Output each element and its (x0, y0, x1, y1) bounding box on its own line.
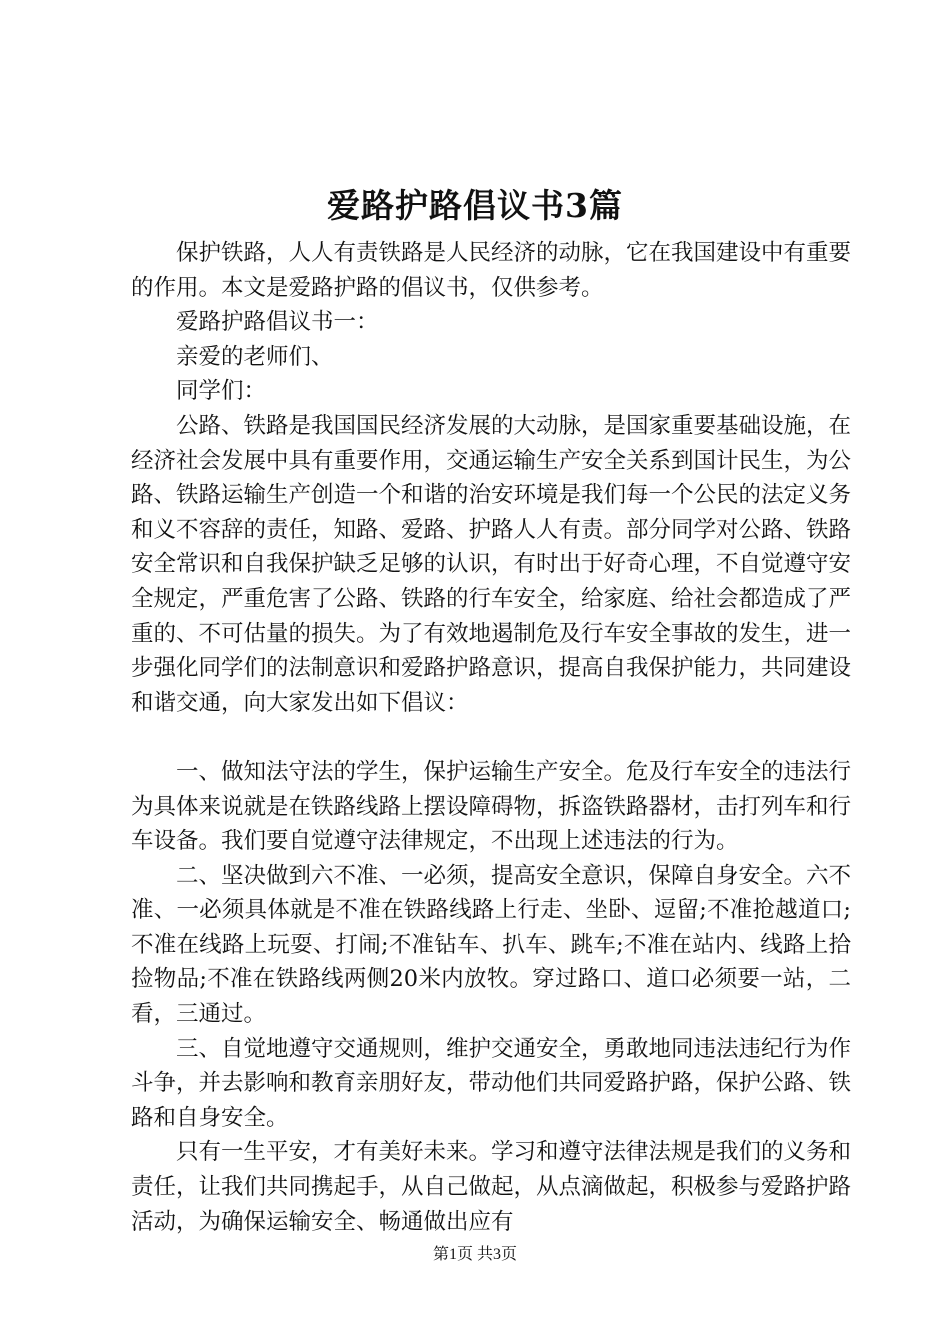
proposal-item: 三、自觉地遵守交通规则，维护交通安全，勇敢地同违法违纪行为作斗争，并去影响和教育亲朋好友，带动他们共同爱路护路，保护公路、铁路和自身安全。 (131, 1035, 852, 1131)
section-heading: 爱路护路倡议书一： (176, 309, 379, 336)
page-number-footer: 第1页 共3页 (432, 1246, 517, 1263)
document-body (131, 236, 851, 1239)
proposal-item: 一、做知法守法的学生，保护运输生产安全。危及行车安全的违法行为具体来说就是在铁路线路上摆设障碍物，拆盗铁路器材，击打列车和行车设备。我们要自觉遵守法律规定，不出现上述违法的行为。 (131, 758, 852, 855)
salutation-line: 同学们： (176, 378, 267, 405)
document-title: 爱路护路倡议书3篇 (327, 186, 623, 225)
closing-paragraph: 只有一生平安，才有美好未来。学习和遵守法律法规是我们的义务和责任，让我们共同携起手，从自己做起，从点滴做起，积极参与爱路护路活动，为确保运输安全、畅通做出应有 (131, 1139, 852, 1235)
proposal-item: 二、坚决做到六不准、一必须，提高安全意识，保障自身安全。六不准、一必须具体就是不准在铁路线路上行走、坐卧、逗留;不准抢越道口;不准在线路上玩耍、打闹;不准钻车、扒车、跳车;不准在站内、线路上拾捡物品;不准在铁路线两侧20米内放牧。穿过路口、道口必须要一站，二看，三通过。 (131, 862, 852, 1028)
salutation-line: 亲爱的老师们、 (176, 343, 334, 370)
body-paragraph: 公路、铁路是我国国民经济发展的大动脉，是国家重要基础设施，在经济社会发展中具有重要作用，交通运输生产安全关系到国计民生，为公路、铁路运输生产创造一个和谐的治安环境是我们每一个公民的法定义务和义不容辞的责任，知路、爱路、护路人人有责。部分同学对公路、铁路安全常识和自我保护缺乏足够的认识，有时出于好奇心理，不自觉遵守安全规定，严重危害了公路、铁路的行车安全，给家庭、给社会都造成了严重的、不可估量的损失。为了有效地遏制危及行车安全事故的发生，进一步强化同学们的法制意识和爱路护路意识，提高自我保护能力，共同建设和谐交通，向大家发出如下倡议： (131, 412, 852, 716)
intro-paragraph: 保护铁路，人人有责铁路是人民经济的动脉，它在我国建设中有重要的作用。本文是爱路护路的倡议书，仅供参考。 (131, 240, 852, 301)
